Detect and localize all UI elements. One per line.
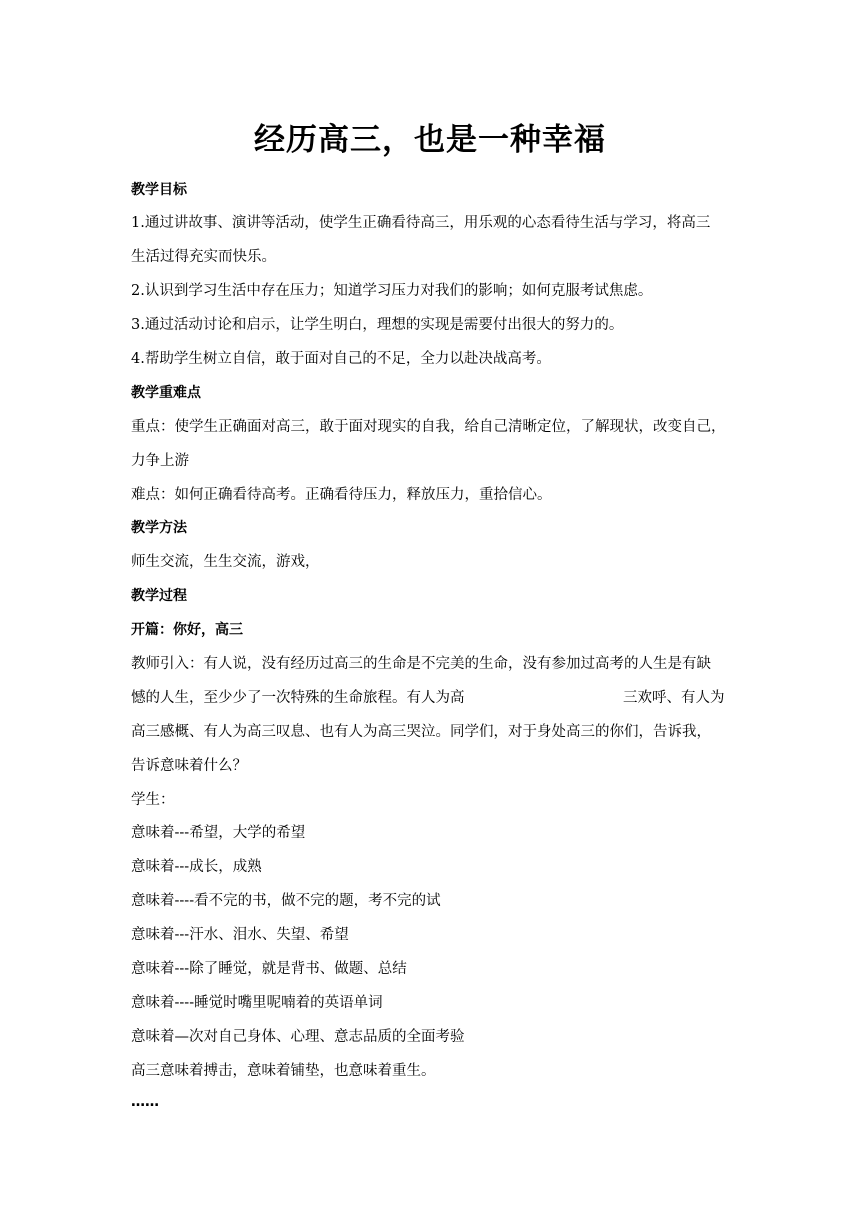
objective-1-line-2: 生活过得充实而快乐。 — [131, 249, 276, 265]
meaning-item-3: 意味着----看不完的书，做不完的题，考不完的试 — [131, 893, 441, 909]
meaning-item-5: 意味着---除了睡觉，就是背书、做题、总结 — [131, 961, 407, 977]
method-text: 师生交流，生生交流，游戏， — [131, 554, 320, 570]
meaning-item-2: 意味着---成长，成熟 — [131, 859, 262, 875]
intro-line-4: 告诉意味着什么？ — [131, 758, 247, 774]
ellipsis: …… — [131, 1094, 159, 1110]
meaning-item-1: 意味着---希望，大学的希望 — [131, 825, 306, 841]
intro-line-2-right: 三欢呼、有人为 — [623, 690, 725, 706]
objectives-heading: 教学目标 — [131, 182, 187, 198]
objective-2: 2.认识到学习生活中存在压力；知道学习压力对我们的影响；如何克服考试焦虑。 — [131, 283, 653, 299]
objective-3: 3.通过活动讨论和启示，让学生明白，理想的实现是需要付出很大的努力的。 — [131, 317, 624, 333]
document-title: 经历高三，也是一种幸福 — [254, 122, 606, 158]
objective-1-line-1: 1.通过讲故事、演讲等活动，使学生正确看待高三，用乐观的心态看待生活与学习，将高三 — [131, 215, 711, 231]
opening-heading: 开篇：你好，高三 — [131, 622, 243, 638]
intro-line-3: 高三感概、有人为高三叹息、也有人为高三哭泣。同学们，对于身处高三的你们，告诉我， — [131, 724, 711, 740]
intro-line-2-left: 憾的人生，至少少了一次特殊的生命旅程。有人为高 — [131, 690, 465, 706]
meaning-item-7: 意味着—次对自己身体、心理、意志品质的全面考验 — [131, 1029, 465, 1045]
intro-line-1: 教师引入：有人说，没有经历过高三的生命是不完美的生命，没有参加过高考的人生是有缺 — [131, 656, 711, 672]
student-label: 学生： — [131, 792, 175, 808]
objective-4: 4.帮助学生树立自信，敢于面对自己的不足，全力以赴决战高考。 — [131, 351, 551, 367]
key-point-line-2: 力争上游 — [131, 453, 189, 469]
difficulty-point: 难点：如何正确看待高考。正确看待压力，释放压力，重拾信心。 — [131, 487, 552, 503]
meaning-item-4: 意味着---汗水、泪水、失望、希望 — [131, 927, 349, 943]
key-point-line-1: 重点：使学生正确面对高三，敢于面对现实的自我，给自己清晰定位，了解现状，改变自己， — [131, 419, 726, 435]
meaning-item-6: 意味着----睡觉时嘴里呢喃着的英语单词 — [131, 995, 383, 1011]
meaning-item-8: 高三意味着搏击，意味着铺垫，也意味着重生。 — [131, 1063, 436, 1079]
process-heading: 教学过程 — [131, 588, 187, 604]
method-heading: 教学方法 — [131, 520, 187, 536]
key-points-heading: 教学重难点 — [131, 385, 201, 401]
